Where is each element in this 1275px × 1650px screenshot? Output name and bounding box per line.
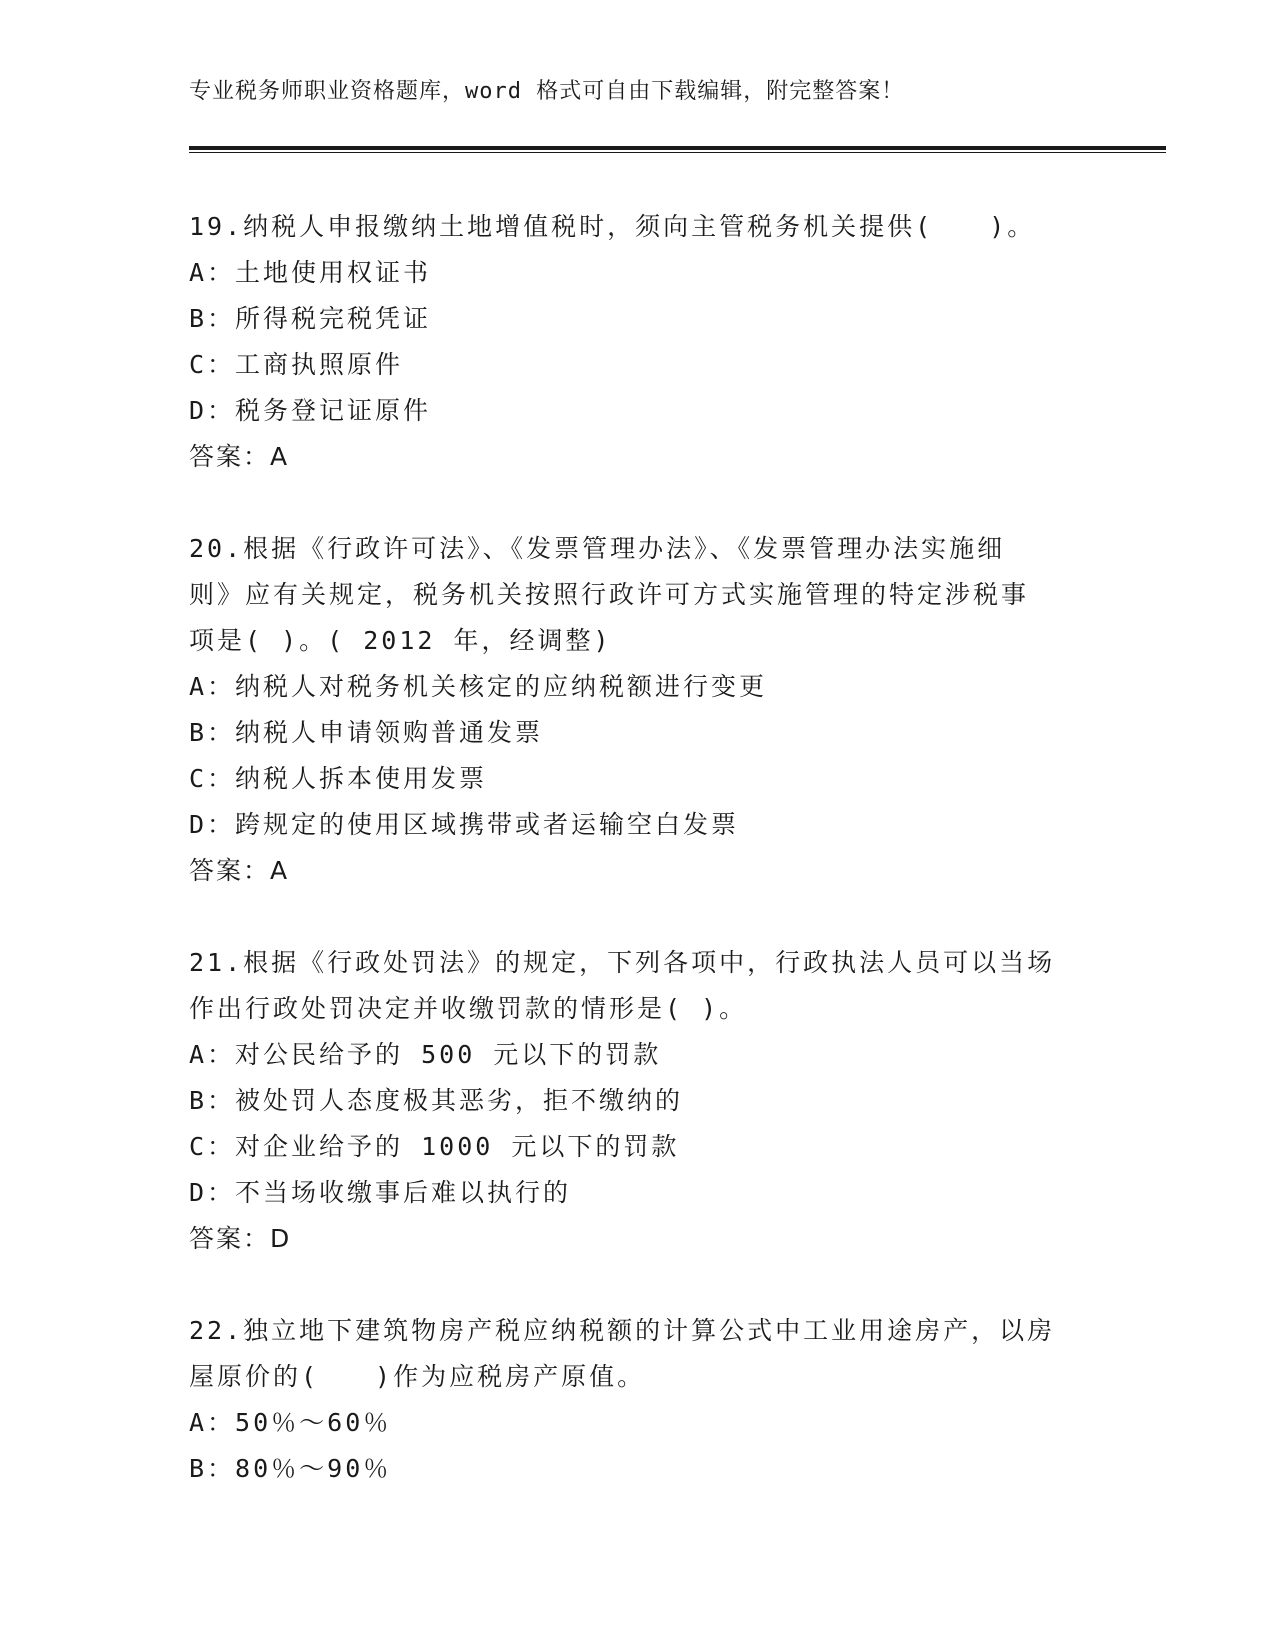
- header-rule-thin: [189, 152, 1166, 153]
- answer-option: D：不当场收缴事后难以执行的: [189, 1178, 572, 1207]
- question-stem-line: 项是( )。( 2012 年，经调整): [189, 626, 612, 655]
- page-header: 专业税务师职业资格题库，word 格式可自由下载编辑，附完整答案！: [189, 79, 905, 104]
- answer-option: B：被处罚人态度极其恶劣，拒不缴纳的: [189, 1086, 684, 1115]
- question-list: [189, 204, 1089, 1538]
- answer-option: B：所得税完税凭证: [189, 304, 432, 333]
- answer-option: C：纳税人拆本使用发票: [189, 764, 488, 793]
- answer-option: D：跨规定的使用区域携带或者运输空白发票: [189, 810, 740, 839]
- question-stem-line: 屋原价的( )作为应税房产原值。: [189, 1362, 646, 1391]
- answer-option: A：土地使用权证书: [189, 258, 432, 287]
- answer-option: B：80％～90％: [189, 1454, 392, 1483]
- answer-option: A：对公民给予的 500 元以下的罚款: [189, 1040, 662, 1069]
- question-block: [189, 204, 1089, 480]
- answer-option: C：工商执照原件: [189, 350, 404, 379]
- answer-key: 答案：A: [189, 442, 290, 471]
- question-stem-line: 21.根据《行政处罚法》的规定，下列各项中，行政执法人员可以当场: [189, 948, 1056, 977]
- question-stem-line: 22.独立地下建筑物房产税应纳税额的计算公式中工业用途房产，以房: [189, 1316, 1056, 1345]
- question-stem-line: 作出行政处罚决定并收缴罚款的情形是( )。: [189, 994, 748, 1023]
- answer-option: D：税务登记证原件: [189, 396, 432, 425]
- answer-option: C：对企业给予的 1000 元以下的罚款: [189, 1132, 680, 1161]
- answer-option: B：纳税人申请领购普通发票: [189, 718, 544, 747]
- answer-option: A：纳税人对税务机关核定的应纳税额进行变更: [189, 672, 768, 701]
- question-block: [189, 526, 1089, 894]
- question-block: [189, 940, 1089, 1262]
- answer-key: 答案：A: [189, 856, 290, 885]
- header-rule-thick: [189, 146, 1166, 150]
- question-stem-line: 则》应有关规定，税务机关按照行政许可方式实施管理的特定涉税事: [189, 580, 1030, 609]
- question-stem-line: 20.根据《行政许可法》、《发票管理办法》、《发票管理办法实施细: [189, 534, 1006, 563]
- question-stem-line: 19.纳税人申报缴纳土地增值税时，须向主管税务机关提供( )。: [189, 212, 1036, 241]
- answer-key: 答案：D: [189, 1224, 292, 1253]
- answer-option: A：50％～60％: [189, 1408, 392, 1437]
- question-block: [189, 1308, 1089, 1492]
